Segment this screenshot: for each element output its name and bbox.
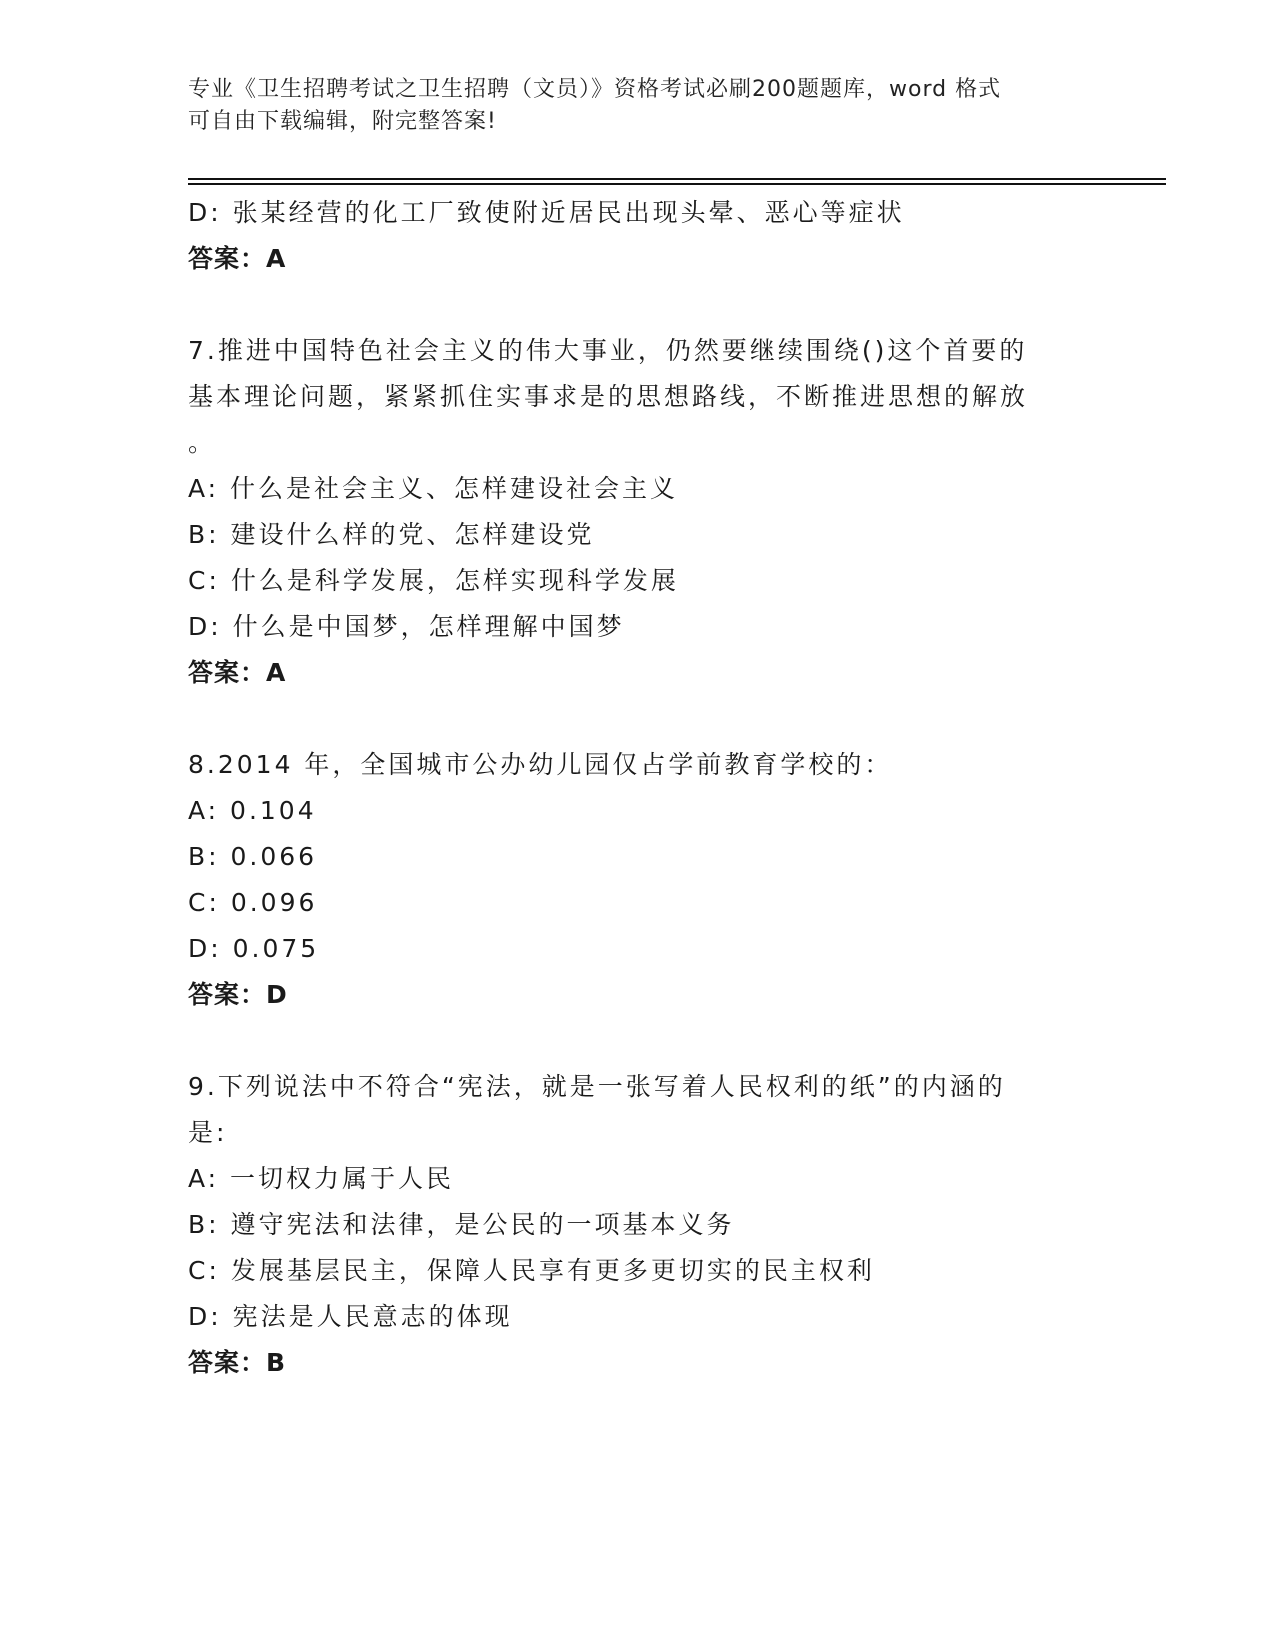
spacer [188,282,1068,328]
option-a: A: 什么是社会主义、怎样建设社会主义 [188,474,679,503]
option-c: C: 0.096 [188,888,318,917]
question-stem-line-1: 7.推进中国特色社会主义的伟大事业，仍然要继续围绕()这个首要的 [188,336,1028,365]
option-a: A: 一切权力属于人民 [188,1164,455,1193]
question-6 [188,190,1068,282]
option-c: C: 什么是科学发展，怎样实现科学发展 [188,566,679,595]
question-stem-line-1: 9.下列说法中不符合“宪法，就是一张写着人民权利的纸”的内涵的 [188,1072,1006,1101]
answer: 答案：D [188,980,288,1009]
question-7 [188,328,1068,696]
spacer [188,1018,1068,1064]
question-stem: 8.2014 年，全国城市公办幼儿园仅占学前教育学校的： [188,750,893,779]
question-stem-line-3: 。 [188,428,217,457]
header-rule-bottom [188,183,1166,185]
header-line-2: 可自由下载编辑，附完整答案! [188,109,497,134]
answer: 答案：A [188,244,287,273]
header-line-1: 专业《卫生招聘考试之卫生招聘（文员）》资格考试必刷200题题库，word 格式 [188,77,1002,102]
question-list [188,190,1068,1386]
question-stem-line-2: 是: [188,1118,228,1147]
question-9 [188,1064,1068,1386]
option-d: D: 宪法是人民意志的体现 [188,1302,513,1331]
page-header [188,74,1068,138]
answer: 答案：A [188,658,287,687]
spacer [188,696,1068,742]
question-stem-line-2: 基本理论问题，紧紧抓住实事求是的思想路线，不断推进思想的解放 [188,382,1029,411]
option-d: D: 什么是中国梦，怎样理解中国梦 [188,612,625,641]
option-a: A: 0.104 [188,796,317,825]
option-d: D: 0.075 [188,934,320,963]
option-b: B: 建设什么样的党、怎样建设党 [188,520,595,549]
option-b: B: 遵守宪法和法律，是公民的一项基本义务 [188,1210,735,1239]
option-c: C: 发展基层民主，保障人民享有更多更切实的民主权利 [188,1256,875,1285]
option-d: D: 张某经营的化工厂致使附近居民出现头晕、恶心等症状 [188,198,905,227]
header-rule-top [188,178,1166,180]
option-b: B: 0.066 [188,842,318,871]
answer: 答案：B [188,1348,287,1377]
question-8 [188,742,1068,1018]
